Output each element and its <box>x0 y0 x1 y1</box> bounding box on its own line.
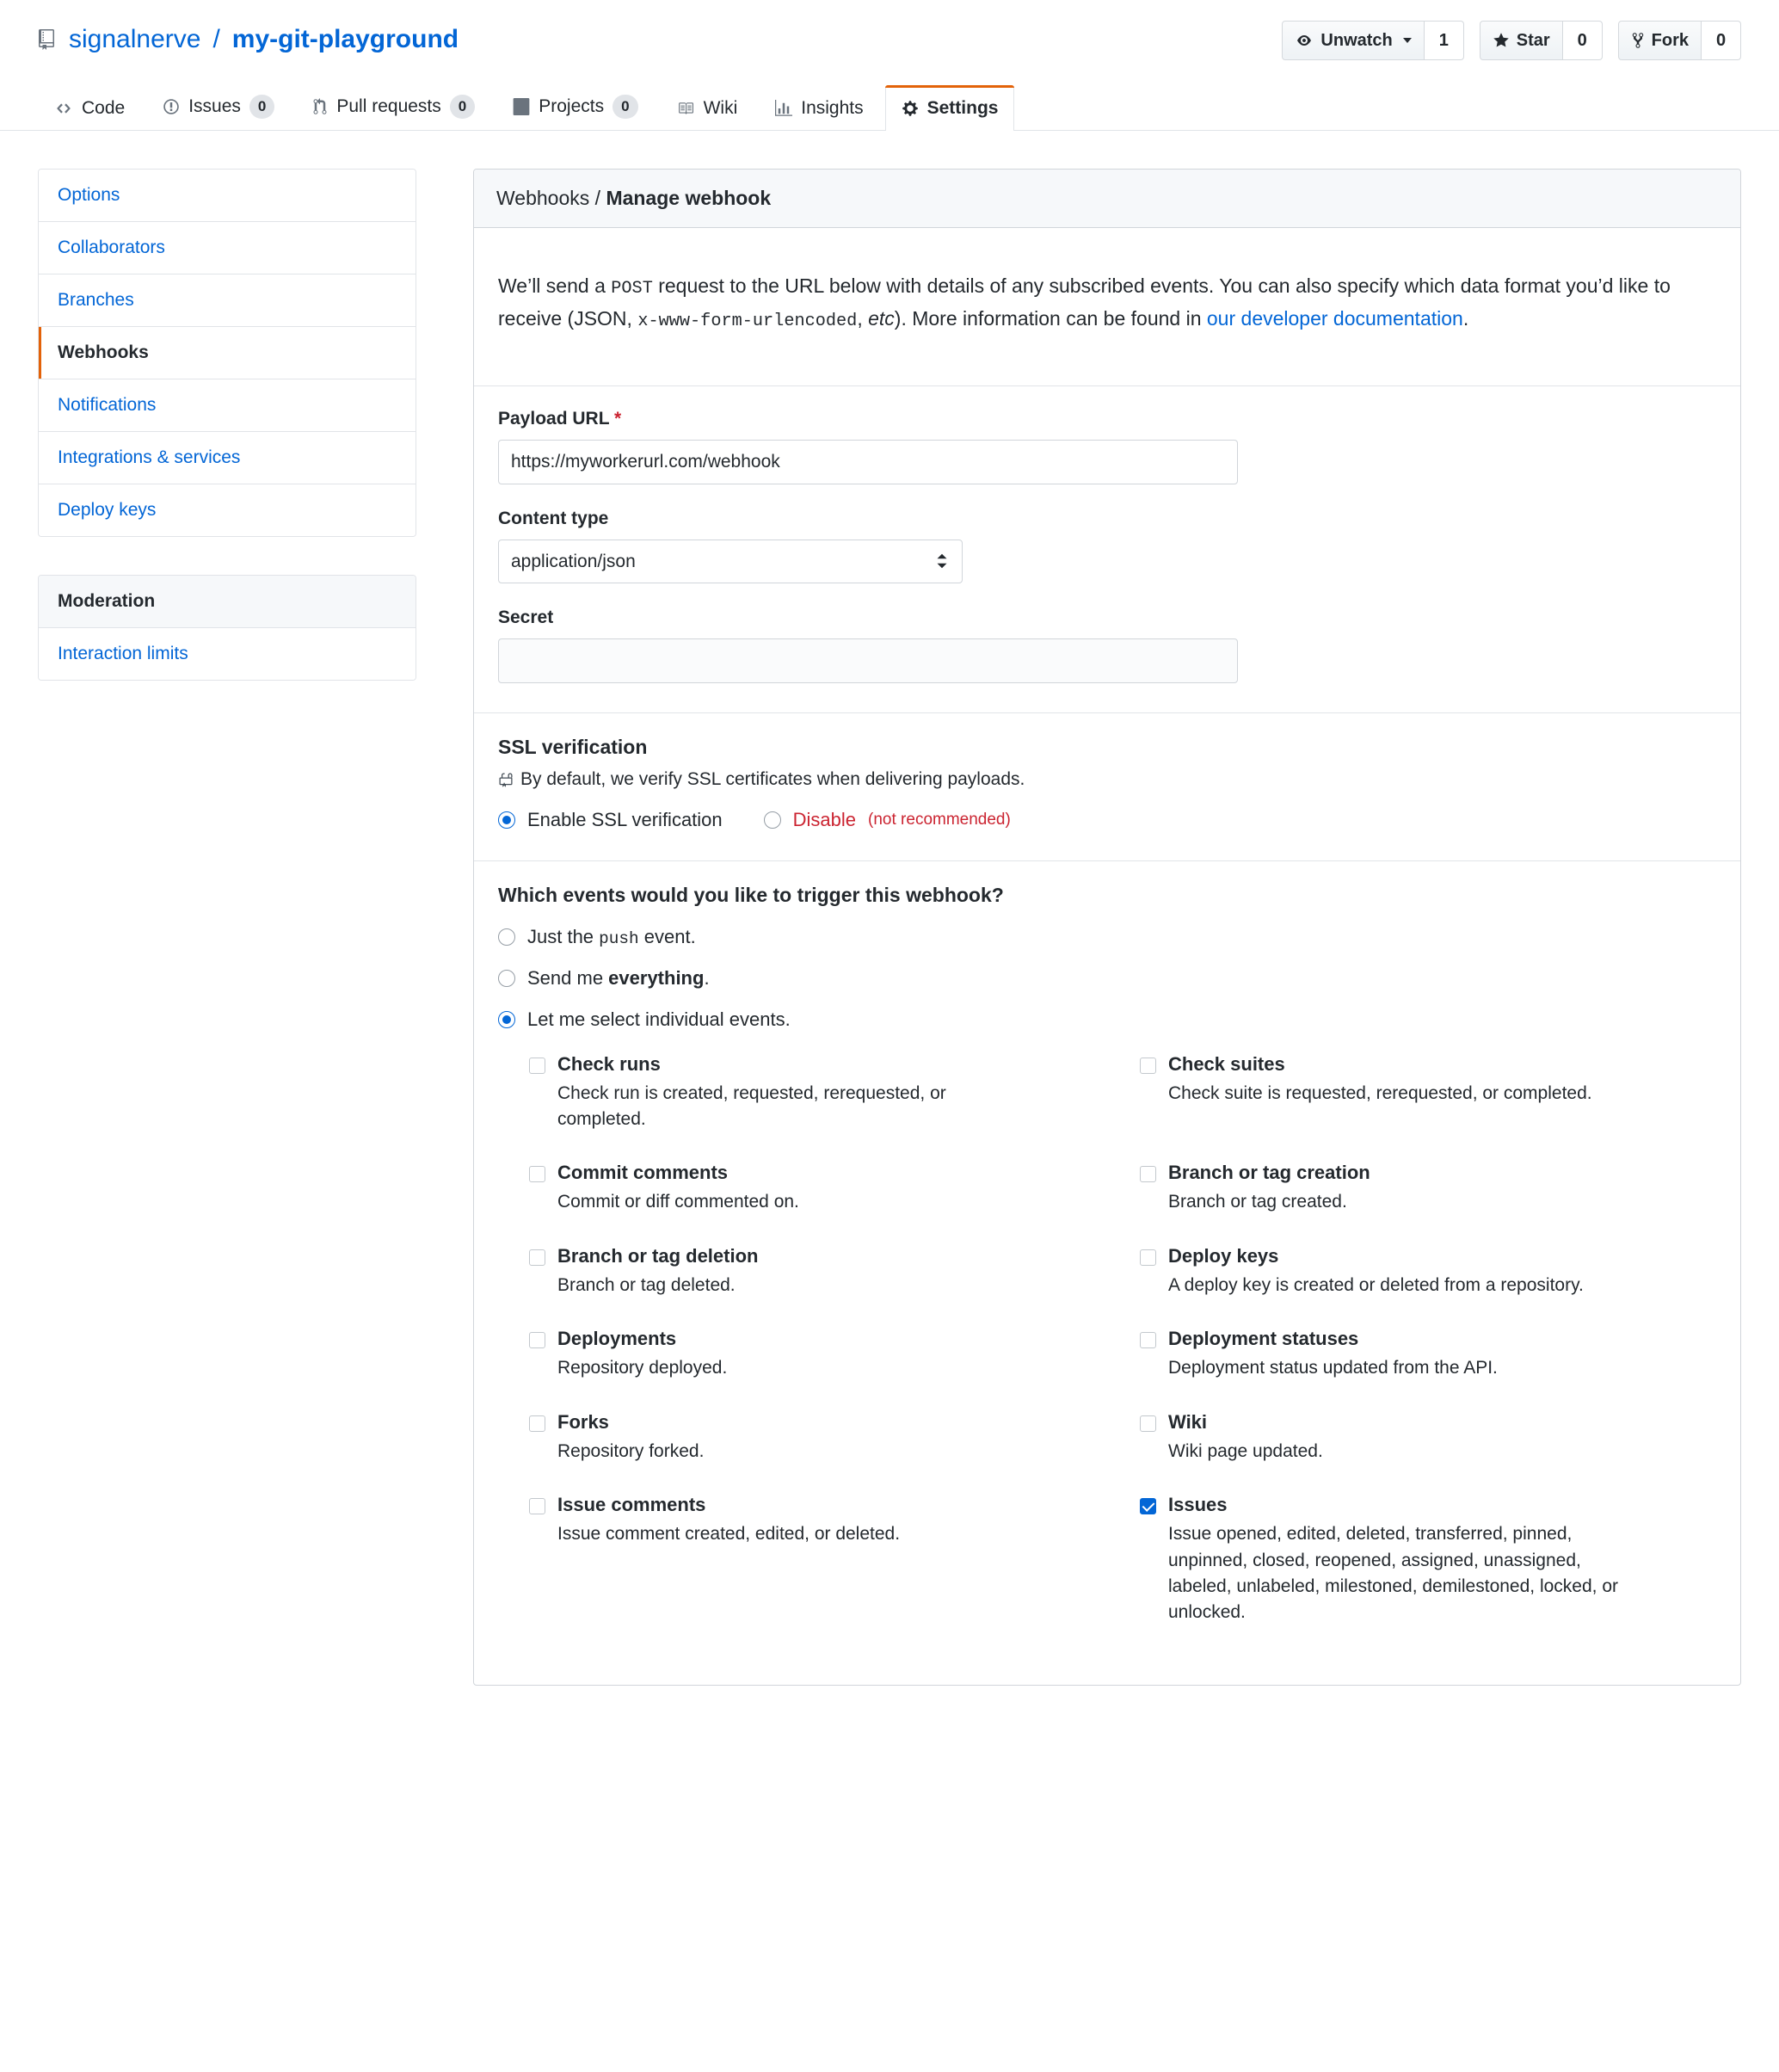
secret-input[interactable] <box>498 638 1238 683</box>
event-wiki-name: Wiki <box>1168 1410 1208 1433</box>
tab-projects-label: Projects <box>539 96 605 116</box>
repo-header <box>0 0 1779 55</box>
tab-code-label: Code <box>82 97 126 118</box>
event-check-suites-checkbox[interactable] <box>1140 1058 1156 1074</box>
event-branch-or-tag-deletion <box>529 1245 1105 1328</box>
repo-nav <box>0 81 1779 131</box>
star-count: 0 <box>1563 21 1603 60</box>
event-deployments-desc: Repository deployed. <box>557 1358 728 1378</box>
star-button-group <box>1480 21 1603 60</box>
content-type-group <box>498 509 1716 583</box>
event-check-runs-desc: Check run is created, requested, rerequested, or completed. <box>557 1082 946 1129</box>
event-wiki-desc: Wiki page updated. <box>1168 1440 1323 1461</box>
intro-part-5: . <box>1462 307 1469 330</box>
events-send-everything-label: Send me everything. <box>527 966 710 989</box>
ssl-disable-radio[interactable] <box>764 811 781 829</box>
header-actions <box>1282 21 1741 60</box>
breadcrumb-current: Manage webhook <box>606 186 772 209</box>
ssl-enable-option[interactable] <box>498 809 723 831</box>
event-issue-comments-head[interactable] <box>529 1494 1105 1516</box>
breadcrumb <box>474 170 1740 228</box>
event-branch-or-tag-creation <box>1140 1162 1716 1244</box>
event-deploy-keys-head[interactable] <box>1140 1245 1716 1267</box>
event-branch-or-tag-deletion-name: Branch or tag deletion <box>557 1244 759 1267</box>
intro-part-3: , <box>857 307 869 330</box>
ssl-radio-row <box>498 809 1716 831</box>
event-forks-head[interactable] <box>529 1411 1105 1434</box>
event-issue-comments <box>529 1494 1105 1656</box>
event-deployment-statuses <box>1140 1328 1716 1410</box>
payload-url-label-text: Payload URL <box>498 408 610 429</box>
sidebar-item-collaborators[interactable]: Collaborators <box>39 222 416 274</box>
event-deployment-statuses-name: Deployment statuses <box>1168 1328 1359 1350</box>
ssl-enable-label: Enable SSL verification <box>527 808 723 830</box>
secret-label: Secret <box>498 607 554 627</box>
event-check-suites-head[interactable] <box>1140 1053 1716 1076</box>
event-wiki-checkbox[interactable] <box>1140 1415 1156 1432</box>
sidebar-item-integrations-services[interactable]: Integrations & services <box>39 432 416 484</box>
fork-button-group <box>1618 21 1741 60</box>
event-check-runs <box>529 1053 1105 1162</box>
tab-settings-label: Settings <box>926 97 999 118</box>
repo-icon <box>38 28 60 51</box>
events-question: Which events would you like to trigger this webhook? <box>498 883 1004 906</box>
intro-emphasis-etc: etc <box>868 307 895 330</box>
issue-opened-icon <box>163 98 180 115</box>
intro-code-urlencoded: x-www-form-urlencoded <box>637 311 858 332</box>
sidebar-item-deploy-keys[interactable]: Deploy keys <box>39 484 416 536</box>
unwatch-button[interactable] <box>1282 21 1424 60</box>
watch-count: 1 <box>1425 21 1464 60</box>
events-option-send-everything[interactable] <box>498 967 1716 990</box>
tab-pull-requests[interactable] <box>296 82 491 131</box>
intro-text <box>498 270 1716 336</box>
event-branch-or-tag-creation-desc: Branch or tag created. <box>1168 1192 1347 1212</box>
moderation-heading: Moderation <box>39 576 416 628</box>
chevron-down-icon <box>1403 38 1412 43</box>
eye-icon <box>1295 34 1314 47</box>
project-icon <box>513 98 530 115</box>
event-branch-or-tag-deletion-head[interactable] <box>529 1245 1105 1267</box>
event-deployments-name: Deployments <box>557 1328 677 1350</box>
events-row <box>474 861 1740 1685</box>
event-deployments <box>529 1328 1105 1410</box>
intro-code-post: POST <box>611 278 653 299</box>
ssl-note-text: By default, we verify SSL certificates when delivering payloads. <box>520 768 1025 789</box>
push-code: push <box>599 928 639 948</box>
lock-icon <box>498 771 514 788</box>
event-deployments-checkbox[interactable] <box>529 1332 545 1348</box>
intro-part-1: We’ll send a <box>498 274 612 297</box>
event-forks <box>529 1411 1105 1494</box>
event-deployments-head[interactable] <box>529 1328 1105 1350</box>
event-deployment-statuses-desc: Deployment status updated from the API. <box>1168 1358 1498 1378</box>
event-branch-or-tag-creation-name: Branch or tag creation <box>1168 1162 1370 1184</box>
content-type-select-wrap <box>498 540 963 583</box>
event-issues <box>1140 1494 1716 1656</box>
ssl-disable-label: Disable <box>792 808 857 830</box>
webhook-box <box>473 169 1741 1686</box>
event-check-suites-desc: Check suite is requested, rerequested, or completed. <box>1168 1082 1592 1103</box>
intro-part-2: request to the URL below with details of any subscribed events. You can also specify which data format you’d like to receive (JSON, <box>498 274 1671 330</box>
sidebar-item-branches[interactable]: Branches <box>39 274 416 327</box>
secret-group <box>498 607 1716 683</box>
content-type-select[interactable] <box>498 540 963 583</box>
tab-issues-count: 0 <box>249 95 274 119</box>
tab-issues-label: Issues <box>188 96 241 116</box>
ssl-note <box>498 769 1716 790</box>
ssl-title: SSL verification <box>498 735 648 758</box>
payload-url-input[interactable] <box>498 440 1238 484</box>
event-issue-comments-desc: Issue comment created, edited, or deleted. <box>557 1524 901 1545</box>
breadcrumb-separator: / <box>594 186 601 209</box>
star-icon <box>1493 32 1510 49</box>
book-icon <box>676 101 695 116</box>
event-branch-or-tag-deletion-checkbox[interactable] <box>529 1249 545 1266</box>
tab-pull-requests-label: Pull requests <box>336 96 441 116</box>
settings-page <box>0 131 1779 1724</box>
event-deploy-keys-desc: A deploy key is created or deleted from a repository. <box>1168 1274 1584 1295</box>
star-button[interactable] <box>1480 21 1563 60</box>
everything-strong: everything <box>608 966 705 989</box>
ssl-disable-option[interactable] <box>764 809 1011 831</box>
event-forks-checkbox[interactable] <box>529 1415 545 1432</box>
repo-name-link[interactable]: my-git-playground <box>231 25 459 53</box>
fields-row <box>474 386 1740 713</box>
tab-projects-count: 0 <box>612 95 637 119</box>
event-branch-or-tag-creation-head[interactable] <box>1140 1162 1716 1184</box>
payload-url-label <box>498 409 1716 429</box>
events-just-push-label: Just the push event. <box>527 925 696 948</box>
fork-icon <box>1631 32 1645 49</box>
event-issues-name: Issues <box>1168 1494 1228 1516</box>
payload-url-group <box>498 409 1716 484</box>
event-deploy-keys <box>1140 1245 1716 1328</box>
ssl-enable-radio[interactable] <box>498 811 515 829</box>
fork-label: Fork <box>1651 30 1689 50</box>
event-branch-or-tag-creation-checkbox[interactable] <box>1140 1166 1156 1182</box>
event-check-runs-head[interactable] <box>529 1053 1105 1076</box>
event-deployment-statuses-checkbox[interactable] <box>1140 1332 1156 1348</box>
event-issues-checkbox[interactable] <box>1140 1498 1156 1514</box>
intro-row <box>474 228 1740 386</box>
intro-part-4: ). More information can be found in <box>894 307 1207 330</box>
code-icon <box>54 101 73 116</box>
ssl-disable-hint: (not recommended) <box>868 810 1011 829</box>
events-option-just-push[interactable] <box>498 926 1716 948</box>
unwatch-label: Unwatch <box>1320 30 1393 50</box>
event-commit-comments-name: Commit comments <box>557 1162 729 1184</box>
git-pull-request-icon <box>312 98 328 115</box>
events-individual-radio[interactable] <box>498 1011 515 1028</box>
events-send-everything-radio[interactable] <box>498 970 515 987</box>
event-commit-comments <box>529 1162 1105 1244</box>
tab-code[interactable] <box>38 85 141 131</box>
event-deploy-keys-checkbox[interactable] <box>1140 1249 1156 1266</box>
event-commit-comments-desc: Commit or diff commented on. <box>557 1192 799 1212</box>
sidebar-item-notifications[interactable]: Notifications <box>39 379 416 432</box>
tab-projects[interactable] <box>496 82 654 131</box>
settings-menu <box>38 169 416 537</box>
repo-owner-link[interactable]: signalnerve <box>69 25 201 53</box>
event-branch-or-tag-deletion-desc: Branch or tag deleted. <box>557 1274 736 1295</box>
tab-insights-label: Insights <box>801 97 864 118</box>
ssl-row <box>474 713 1740 861</box>
event-issues-desc: Issue opened, edited, deleted, transferred, pinned, unpinned, closed, reopened, assigned, unassigned, labeled, unlabeled, milestoned, demilestoned, locked, or unlocked. <box>1168 1524 1619 1623</box>
repo-separator: / <box>212 25 220 53</box>
tab-wiki[interactable] <box>660 85 754 131</box>
event-deployment-statuses-head[interactable] <box>1140 1328 1716 1350</box>
event-issue-comments-name: Issue comments <box>557 1494 706 1516</box>
event-forks-desc: Repository forked. <box>557 1440 705 1461</box>
tab-pull-requests-count: 0 <box>450 95 475 119</box>
event-wiki-head[interactable] <box>1140 1411 1716 1434</box>
event-check-runs-name: Check runs <box>557 1052 661 1075</box>
graph-icon <box>775 100 792 117</box>
star-label: Star <box>1516 30 1550 50</box>
tab-settings[interactable] <box>885 85 1015 131</box>
settings-sidebar <box>38 169 416 718</box>
events-grid <box>498 1053 1716 1656</box>
tab-issues[interactable] <box>146 82 291 131</box>
event-check-runs-checkbox[interactable] <box>529 1058 545 1074</box>
event-issue-comments-checkbox[interactable] <box>529 1498 545 1514</box>
event-forks-name: Forks <box>557 1410 609 1433</box>
event-issues-head[interactable] <box>1140 1494 1716 1516</box>
tab-insights[interactable] <box>759 85 879 131</box>
event-wiki <box>1140 1411 1716 1494</box>
sidebar-item-webhooks[interactable]: Webhooks <box>39 327 416 379</box>
event-check-suites-name: Check suites <box>1168 1052 1285 1075</box>
event-deploy-keys-name: Deploy keys <box>1168 1244 1279 1267</box>
tab-wiki-label: Wiki <box>703 97 738 118</box>
sidebar-item-options[interactable]: Options <box>39 170 416 222</box>
payload-url-required-marker: * <box>614 408 622 429</box>
events-option-individual[interactable] <box>498 1008 1716 1031</box>
developer-documentation-link[interactable]: our developer documentation <box>1206 307 1463 330</box>
event-commit-comments-head[interactable] <box>529 1162 1105 1184</box>
breadcrumb-parent[interactable]: Webhooks <box>496 186 590 209</box>
moderation-menu <box>38 575 416 681</box>
gear-icon <box>902 100 919 117</box>
event-commit-comments-checkbox[interactable] <box>529 1166 545 1182</box>
webhook-form <box>473 169 1741 1686</box>
content-type-label: Content type <box>498 508 609 528</box>
event-check-suites <box>1140 1053 1716 1162</box>
events-just-push-radio[interactable] <box>498 928 515 946</box>
fork-button[interactable] <box>1618 21 1702 60</box>
events-individual-label: Let me select individual events. <box>527 1008 791 1030</box>
fork-count: 0 <box>1702 21 1741 60</box>
sidebar-item-interaction-limits[interactable]: Interaction limits <box>39 628 416 680</box>
watch-button-group <box>1282 21 1463 60</box>
